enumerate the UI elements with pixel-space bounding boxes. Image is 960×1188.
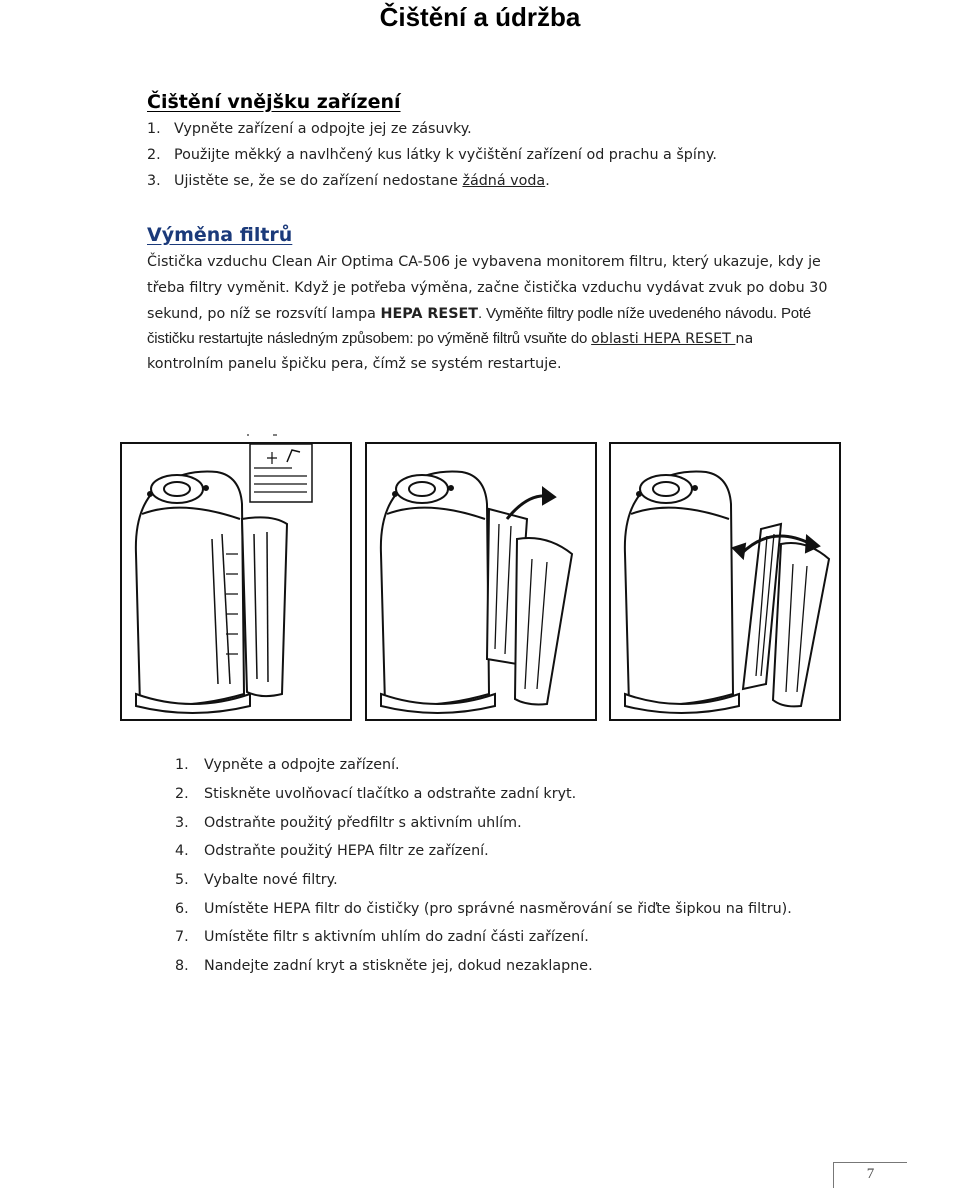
list-item bbox=[175, 901, 792, 917]
list-item bbox=[175, 872, 338, 888]
list-item bbox=[175, 958, 593, 974]
stray-marks bbox=[246, 432, 280, 438]
list-item bbox=[175, 757, 400, 773]
list-item-text: Umístěte filtr s aktivním uhlím do zadní části zařízení. bbox=[204, 929, 589, 945]
list-item-text: Vypněte zařízení a odpojte jej ze zásuvky. bbox=[174, 121, 472, 137]
list-item-number: 3. bbox=[175, 815, 189, 831]
list-item bbox=[147, 173, 550, 189]
figure-step-2 bbox=[365, 442, 597, 721]
text-segment: čističku restartujte následným způsobem: po výměně filtrů vsuňte do bbox=[147, 330, 592, 347]
list-item-text: Ujistěte se, že se do zařízení nedostane bbox=[174, 173, 463, 189]
figure-step-1 bbox=[120, 442, 352, 721]
list-item-text: Odstraňte použitý HEPA filtr ze zařízení. bbox=[204, 843, 489, 859]
paragraph-line: kontrolním panelu špičku pera, čímž se systém restartuje. bbox=[147, 356, 562, 372]
list-item bbox=[175, 929, 589, 945]
list-item-text: Vypněte a odpojte zařízení. bbox=[204, 757, 400, 773]
list-item-text: Vybalte nové filtry. bbox=[204, 872, 338, 888]
page-title: Čištění a údržba bbox=[379, 2, 581, 32]
page-number: 7 bbox=[833, 1162, 907, 1188]
list-item-number: 5. bbox=[175, 872, 189, 888]
underlined-text: žádná voda bbox=[462, 173, 546, 189]
list-item bbox=[175, 815, 522, 831]
list-item-number: 4. bbox=[175, 843, 189, 859]
underlined-text: oblasti HEPA RESET bbox=[591, 331, 736, 347]
list-item-number: 7. bbox=[175, 929, 189, 945]
list-item bbox=[147, 121, 472, 137]
list-item-number: 6. bbox=[175, 901, 189, 917]
bold-text: HEPA RESET bbox=[380, 306, 479, 322]
list-item-number: 3. bbox=[147, 173, 161, 189]
air-purifier-back-cover-release-illustration-icon bbox=[122, 444, 350, 719]
list-item-text: Odstraňte použitý předfiltr s aktivním uhlím. bbox=[204, 815, 522, 831]
list-item-text: Použijte měkký a navlhčený kus látky k vyčištění zařízení od prachu a špíny. bbox=[174, 147, 717, 163]
figure-step-3 bbox=[609, 442, 841, 721]
list-item bbox=[175, 843, 489, 859]
list-item-text-end: . bbox=[545, 173, 550, 189]
section-heading-exterior: Čištění vnějšku zařízení bbox=[147, 91, 401, 113]
air-purifier-replace-hepa-filter-illustration-icon bbox=[611, 444, 839, 719]
section-heading-filter: Výměna filtrů bbox=[147, 224, 293, 246]
list-item-number: 1. bbox=[147, 121, 161, 137]
text-segment: na bbox=[735, 331, 754, 347]
list-item-number: 2. bbox=[175, 786, 189, 802]
list-item-text: Stiskněte uvolňovací tlačítko a odstraňte zadní kryt. bbox=[204, 786, 577, 802]
list-item-number: 8. bbox=[175, 958, 189, 974]
paragraph-line bbox=[147, 330, 753, 347]
paragraph-line bbox=[147, 305, 811, 322]
air-purifier-remove-prefilter-illustration-icon bbox=[367, 444, 595, 719]
paragraph-line: třeba filtry vyměnit. Když je potřeba výměna, začne čistička vzduchu vydávat zvuk po dobu 30 bbox=[147, 280, 828, 296]
text-segment: sekund, po níž se rozsvítí lampa bbox=[147, 306, 381, 322]
list-item-number: 1. bbox=[175, 757, 189, 773]
list-item bbox=[175, 786, 576, 802]
text-segment: . Vyměňte filtry podle níže uvedeného návodu. Poté bbox=[478, 305, 812, 322]
list-item bbox=[147, 147, 717, 163]
list-item-text: Nandejte zadní kryt a stiskněte jej, dokud nezaklapne. bbox=[204, 958, 593, 974]
list-item-text: Umístěte HEPA filtr do čističky (pro správné nasměrování se řiďte šipkou na filtru). bbox=[204, 901, 792, 917]
paragraph-line: Čistička vzduchu Clean Air Optima CA-506 je vybavena monitorem filtru, který ukazuje, kdy je bbox=[147, 254, 821, 270]
list-item-number: 2. bbox=[147, 147, 161, 163]
